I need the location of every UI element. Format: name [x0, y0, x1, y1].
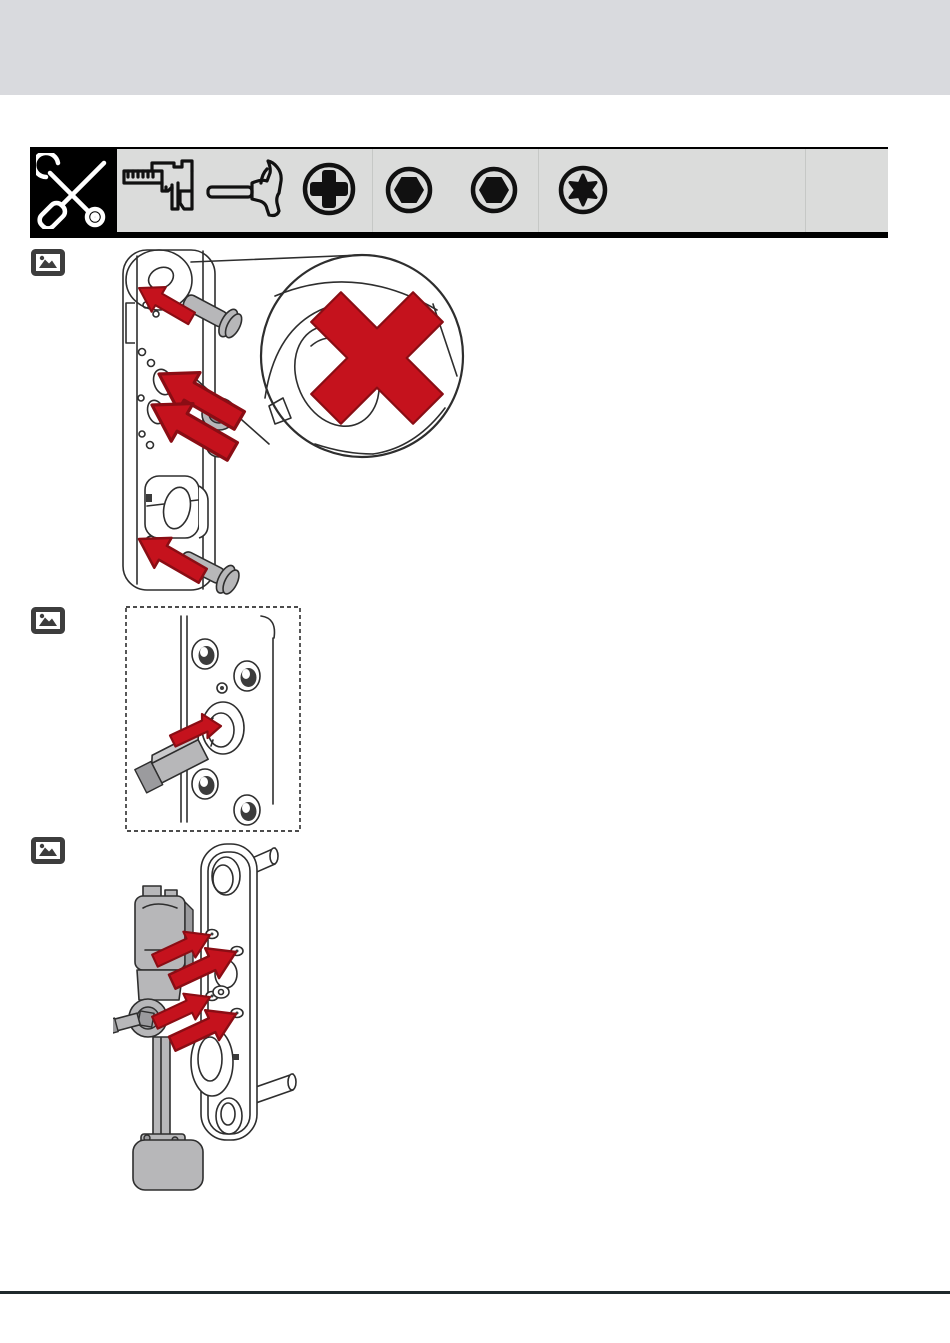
image-placeholder-icon [31, 249, 65, 276]
toolbar-divider [805, 149, 806, 232]
image-placeholder-icon [31, 837, 65, 864]
required-tools-bar [30, 147, 888, 238]
phillips-screw-icon [302, 162, 356, 216]
hex-socket-icon [470, 166, 518, 214]
toolbar-divider [538, 149, 539, 232]
torx-icon [558, 165, 608, 215]
caliper-icon [122, 157, 202, 219]
toolbar-divider [372, 149, 373, 232]
hammer-icon [206, 159, 288, 221]
tools-header-cell [30, 149, 117, 232]
header-band [0, 0, 950, 95]
figure-spindle-insertion [125, 606, 301, 832]
hex-socket-icon [385, 166, 433, 214]
footer-rule [0, 1291, 950, 1294]
crossed-tools-icon [36, 153, 112, 229]
figure-faceplate-pins-prohibition [115, 248, 470, 598]
figure-drive-unit-mounting [113, 838, 311, 1194]
image-placeholder-icon [31, 607, 65, 634]
